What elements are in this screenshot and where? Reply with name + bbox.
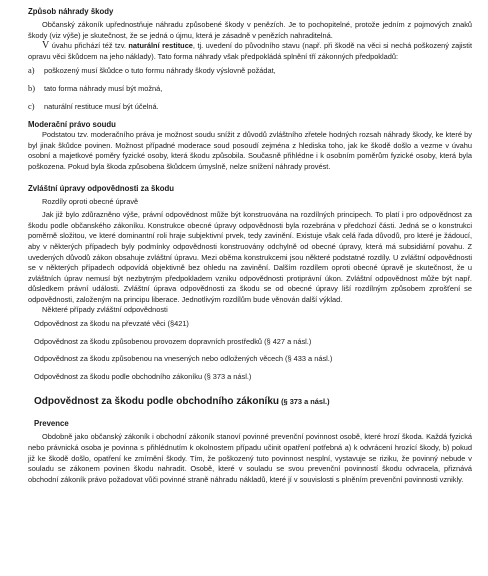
paragraph-rozdily: Jak již bylo zdůrazněno výše, právní odpovědnost může být konstruována na rozdílných principech. To platí i pro odpovědnost za škodu podle občanského zákoníku. Konstrukce obecné úpravy odpovědnosti byla rozebrána v předchozí části. Jedná se o konstrukci poměrně složitou, ve které dominantní roli hraje subjektivní prvek, tedy zavinění. Existuje však celá řada důvodů, pro které je žádoucí, aby v některých případech byly podmínky odpovědnosti konstruovány odchylně od obecné úpravy, která má subsidiární povahu. Z uvedených důvodů zákon obsahuje zvláštní úpravu. Mezi oběma konstrukcemi jsou některé podstatné rozdíly. U zvláštní odpovědnosti se v některých případech odpovídá objektivně bez ohledu na zavinění. Dalším rozdílem oproti obecné úpravě je skutečnost, že u zvláštních úprav nemusí být nezbytným předpokladem vzniku odpovědnosti protiprávní úkon. Zvláštní odpovědnost může být např. důsledkem právní události. Zvláštní úprava odpovědnosti za škodu se od obecné úpravy liší rozdílným způsobem zprošťení se odpovědnosti, založeným na principu liberace. Jednotlivým rozdílům bude věnován další výklad. [28, 210, 472, 304]
list-item: Odpovědnost za škodu podle obchodního zákoníku (§ 373 a násl.) [34, 371, 252, 381]
heading-zvlastni-upravy: Zvláštní úpravy odpovědnosti za škodu [28, 183, 175, 193]
term-naturalni-restituce: naturální restituce [128, 41, 193, 51]
heading-obchodni-zakonik: Odpovědnost za škodu podle obchodního zákoníku (§ 373 a násl.) [34, 396, 330, 408]
list-item: Odpovědnost za škodu na převzaté věci (§421) [34, 319, 189, 329]
initial-letter: V [42, 40, 50, 52]
list-item: b) tato forma náhrady musí být možná, [28, 83, 163, 93]
heading-prevence: Prevence [34, 419, 69, 429]
predpoklady-list [28, 66, 472, 112]
heading-moderacni-pravo: Moderační právo soudu [28, 120, 116, 130]
paragraph-penezni-nahrada: Občanský zákoník upřednostňuje náhradu způsobené škody v penězích. Je to pochopitelné, protože jedním z pojmových znaků škody (viz výše) je skutečnost, že se jedná o újmu, která je zásadně v penězích nahraditelná. [28, 20, 472, 40]
paragraph-moderacni-pravo: Podstatou tzv. moderačního práva je možnost soudu snížit z důvodů zvláštního zřetele hodných rozsah náhrady škody, ke které by byl jinak škůdce povinen. Možnost případné moderace soud posoudí zejména z hlediska toho, jak ke škodě došlo a vezme v úvahu osobní a majetkové poměry fyzické osoby, která škodu způsobila. Současně přihlédne i k osobním poměrům fyzické osoby, která byla poškozena. Pokud byla škoda způsobena škůdcem úmyslně, nelze snížení náhrady provést. [28, 130, 472, 171]
list-item: a) poškozený musí škůdce o tuto formu náhrady škody výslovně požádat, [28, 66, 276, 76]
paragraph-naturalni-restituce: V úvahu přichází též tzv. naturální restituce, tj. uvedení do původního stavu (např. při škodě na věci si nechá poškozený zajistit opravu věci škůdcem na jeho náklady). Tato forma náhrady však předpokládá splnění tří zákonných předpokladů: [28, 40, 472, 61]
heading-zpusob-nahrady: Způsob náhrady škody [28, 7, 114, 16]
list-intro: Některé případy zvláštní odpovědnosti [42, 305, 168, 315]
list-item: c) naturální restituce musí být účelná. [28, 101, 159, 111]
zvlastni-odpovednost-list [28, 319, 472, 382]
list-item: Odpovědnost za škodu způsobenou provozem dopravních prostředků (§ 427 a násl.) [34, 336, 312, 346]
list-item: Odpovědnost za škodu způsobenou na vnesených nebo odložených věcech (§ 433 a násl.) [34, 354, 333, 364]
subheading-rozdily: Rozdíly oproti obecné úpravě [42, 196, 139, 206]
paragraph-prevence: Obdobně jako občanský zákoník i obchodní zákoník stanoví povinné prevenční povinnost osobě, které hrozí škoda. Každá fyzická nebo právnická osoba je povinna s přihlédnutím k okolnostem případu učinit opatření potřebná a) k odvrácení hrozící škody, b) pokud již ke škodě došlo, opatření ke zmírnění škody. Tím, že poškozený tuto povinnost nesplní, vystavuje se riziku, že povinný nebude v souladu se zákonem povinen škodu nahradit. Osobě, které v souladu se svou prevenční povinností škodu odvracela, přiznává obchodní zákoník právo požadovat vůči povinné straně náhradu nákladů, které jí v souvislosti s plněním prevenční povinnosti vznikly. [28, 432, 472, 484]
